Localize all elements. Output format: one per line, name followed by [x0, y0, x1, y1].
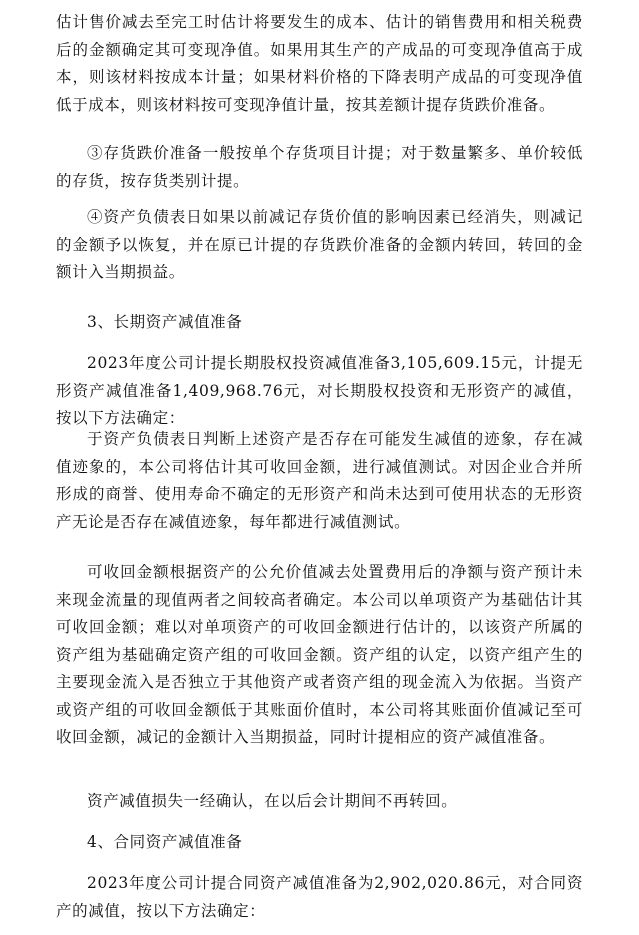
- section-heading-long-term-assets: 3、长期资产减值准备: [87, 313, 243, 331]
- paragraph-long-term-provision-amounts: 2023年度公司计提长期股权投资减值准备3,105,609.15元，计提无形资产减值准备1,409,968.76元，对长期股权投资和无形资产的减值，按以下方法确定：: [56, 354, 583, 427]
- paragraph-no-reversal: 资产减值损失一经确认，在以后会计期间不再转回。: [87, 792, 458, 810]
- paragraph-inventory-impairment-basis: ③存货跌价准备一般按单个存货项目计提；对于数量繁多、单价较低的存货，按存货类别计提。: [56, 144, 583, 190]
- paragraph-recoverable-amount: 可收回金额根据资产的公允价值减去处置费用后的净额与资产预计未来现金流量的现值两者之间较高者确定。本公司以单项资产为基础估计其可收回金额；难以对单项资产的可收回金额进行估计的，以该资产所属的资产组为基础确定资产组的可收回金额。资产组的认定，以资产组产生的主要现金流入是否独立于其他资产或者资产组的现金流入为依据。当资产或资产组的可收回金额低于其账面价值时，本公司将其账面价值减记至可收回金额，减记的金额计入当期损益，同时计提相应的资产减值准备。: [56, 563, 583, 746]
- paragraph-inventory-nrv: 估计售价减去至完工时估计将要发生的成本、估计的销售费用和相关税费后的金额确定其可变现净值。如果用其生产的产成品的可变现净值高于成本，则该材料按成本计量；如果材料价格的下降表明产成品的可变现净值低于成本，则该材料按可变现净值计量，按其差额计提存货跌价准备。: [56, 13, 583, 114]
- paragraph-inventory-reversal: ④资产负债表日如果以前减记存货价值的影响因素已经消失，则减记的金额予以恢复，并在原已计提的存货跌价准备的金额内转回，转回的金额计入当期损益。: [56, 208, 583, 281]
- paragraph-contract-asset-provision: 2023年度公司计提合同资产减值准备为2,902,020.86元，对合同资产的减值，按以下方法确定：: [56, 874, 583, 920]
- paragraph-impairment-indicators: 于资产负债表日判断上述资产是否存在可能发生减值的迹象，存在减值迹象的，本公司将估计其可收回金额，进行减值测试。对因企业合并所形成的商誉、使用寿命不确定的无形资产和尚未达到可使用状态的无形资产无论是否存在减值迹象，每年都进行减值测试。: [56, 430, 583, 531]
- section-heading-contract-assets: 4、合同资产减值准备: [87, 833, 243, 851]
